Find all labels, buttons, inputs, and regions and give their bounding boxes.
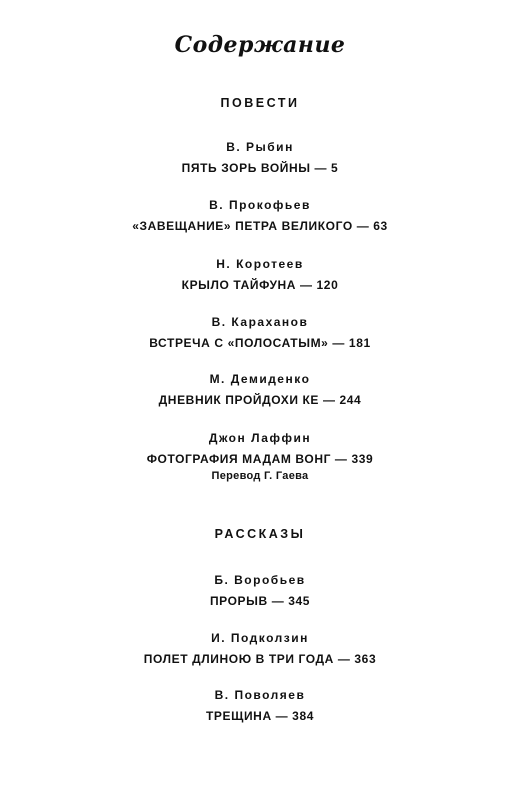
toc-entry bbox=[0, 572, 520, 609]
entry-author: В. Поволяев bbox=[214, 688, 306, 702]
toc-entry bbox=[0, 314, 520, 351]
entry-author: В. Караханов bbox=[211, 315, 309, 329]
entry-author: Джон Лаффин bbox=[208, 431, 312, 445]
entry-author: И. Подколзин bbox=[211, 631, 309, 645]
entry-author: В. Рыбин bbox=[226, 140, 294, 154]
entry-author: М. Демиденко bbox=[209, 372, 311, 386]
section-heading-povesti: ПОВЕСТИ bbox=[220, 96, 300, 110]
toc-entry bbox=[0, 197, 520, 234]
toc-entry bbox=[0, 256, 520, 293]
toc-entry bbox=[0, 687, 520, 724]
entry-work: ДНЕВНИК ПРОЙДОХИ КЕ — 244 bbox=[158, 393, 362, 407]
page-title: Содержание bbox=[174, 32, 346, 58]
entry-work: ФОТОГРАФИЯ МАДАМ ВОНГ — 339 bbox=[146, 452, 374, 466]
entry-translator: Перевод Г. Гаева bbox=[211, 470, 309, 482]
entry-work: КРЫЛО ТАЙФУНА — 120 bbox=[181, 278, 339, 292]
entry-author: Б. Воробьев bbox=[214, 573, 306, 587]
entry-work: ПРОРЫВ — 345 bbox=[209, 594, 311, 608]
entry-work: ПОЛЕТ ДЛИНОЮ В ТРИ ГОДА — 363 bbox=[143, 652, 377, 666]
entry-work: ПЯТЬ ЗОРЬ ВОЙНЫ — 5 bbox=[181, 161, 339, 175]
toc-entry bbox=[0, 371, 520, 408]
entry-author: В. Прокофьев bbox=[209, 198, 311, 212]
toc-entry bbox=[0, 630, 520, 667]
entry-work: «ЗАВЕЩАНИЕ» ПЕТРА ВЕЛИКОГО — 63 bbox=[132, 219, 388, 233]
section-heading-rasskazy: РАССКАЗЫ bbox=[214, 527, 306, 541]
entry-work: ТРЕЩИНА — 384 bbox=[205, 709, 314, 723]
toc-entry bbox=[0, 139, 520, 176]
toc-entry bbox=[0, 430, 520, 483]
entry-author: Н. Коротеев bbox=[216, 257, 304, 271]
entry-work: ВСТРЕЧА С «ПОЛОСАТЫМ» — 181 bbox=[149, 336, 371, 350]
